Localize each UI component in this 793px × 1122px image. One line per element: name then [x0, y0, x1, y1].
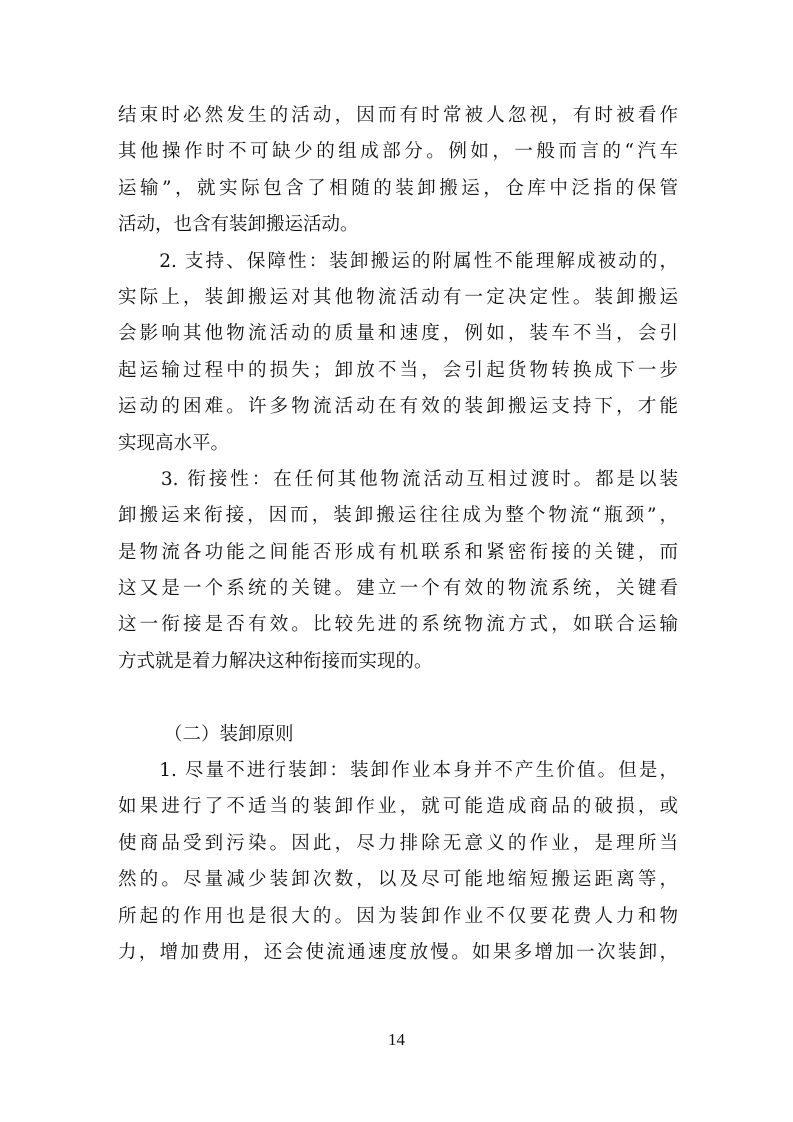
text-line: 起运输过程中的损失；卸放不当，会引起货物转换成下一步 [118, 359, 678, 381]
page-number: 14 [388, 1030, 405, 1049]
text-line: 2. 支持、保障性：装卸搬运的附属性不能理解成被动的， [118, 250, 678, 272]
section-heading: （二）装卸原则 [164, 723, 294, 745]
text-line: 是物流各功能之间能否形成有机联系和紧密衔接的关键，而 [118, 541, 678, 563]
text-line: 方式就是着力解决这种衔接而实现的。 [118, 650, 433, 672]
text-line: 所起的作用也是很大的。因为装卸作业不仅要花费人力和物 [118, 905, 678, 927]
text-line: 实际上，装卸搬运对其他物流活动有一定决定性。装卸搬运 [118, 286, 678, 308]
text-line: 如果进行了不适当的装卸作业，就可能造成商品的破损，或 [118, 796, 678, 818]
text-line: 3. 衔接性：在任何其他物流活动互相过渡时。都是以装 [118, 468, 678, 490]
text-line: 结束时必然发生的活动，因而有时常被人忽视，有时被看作 [118, 105, 678, 126]
text-line: 活动，也含有装卸搬运活动。 [118, 214, 359, 236]
text-line: 然的。尽量减少装卸次数，以及尽可能地缩短搬运距离等， [118, 869, 678, 891]
text-line: 会影响其他物流活动的质量和速度，例如，装车不当，会引 [118, 323, 678, 345]
text-line: 实现高水平。 [118, 432, 230, 454]
text-line: 卸搬运来衔接，因而，装卸搬运往往成为整个物流“瓶颈”， [118, 505, 678, 527]
text-line: 这一衔接是否有效。比较先进的系统物流方式，如联合运输 [118, 614, 678, 636]
text-line: 1. 尽量不进行装卸：装卸作业本身并不产生价值。但是， [118, 760, 678, 782]
text-line: 其他操作时不可缺少的组成部分。例如，一般而言的“汽车 [118, 141, 678, 163]
body-text [118, 98, 678, 971]
text-line: 运输”，就实际包含了相随的装卸搬运，仓库中泛指的保管 [118, 177, 678, 199]
text-line: 力，增加费用，还会使流通速度放慢。如果多增加一次装卸， [118, 941, 678, 963]
text-line: 运动的困难。许多物流活动在有效的装卸搬运支持下，才能 [118, 396, 678, 418]
paragraph-gap [118, 680, 678, 716]
text-line: 使商品受到污染。因此，尽力排除无意义的作业，是理所当 [118, 832, 678, 854]
text-line: 这又是一个系统的关键。建立一个有效的物流系统，关键看 [118, 578, 678, 600]
